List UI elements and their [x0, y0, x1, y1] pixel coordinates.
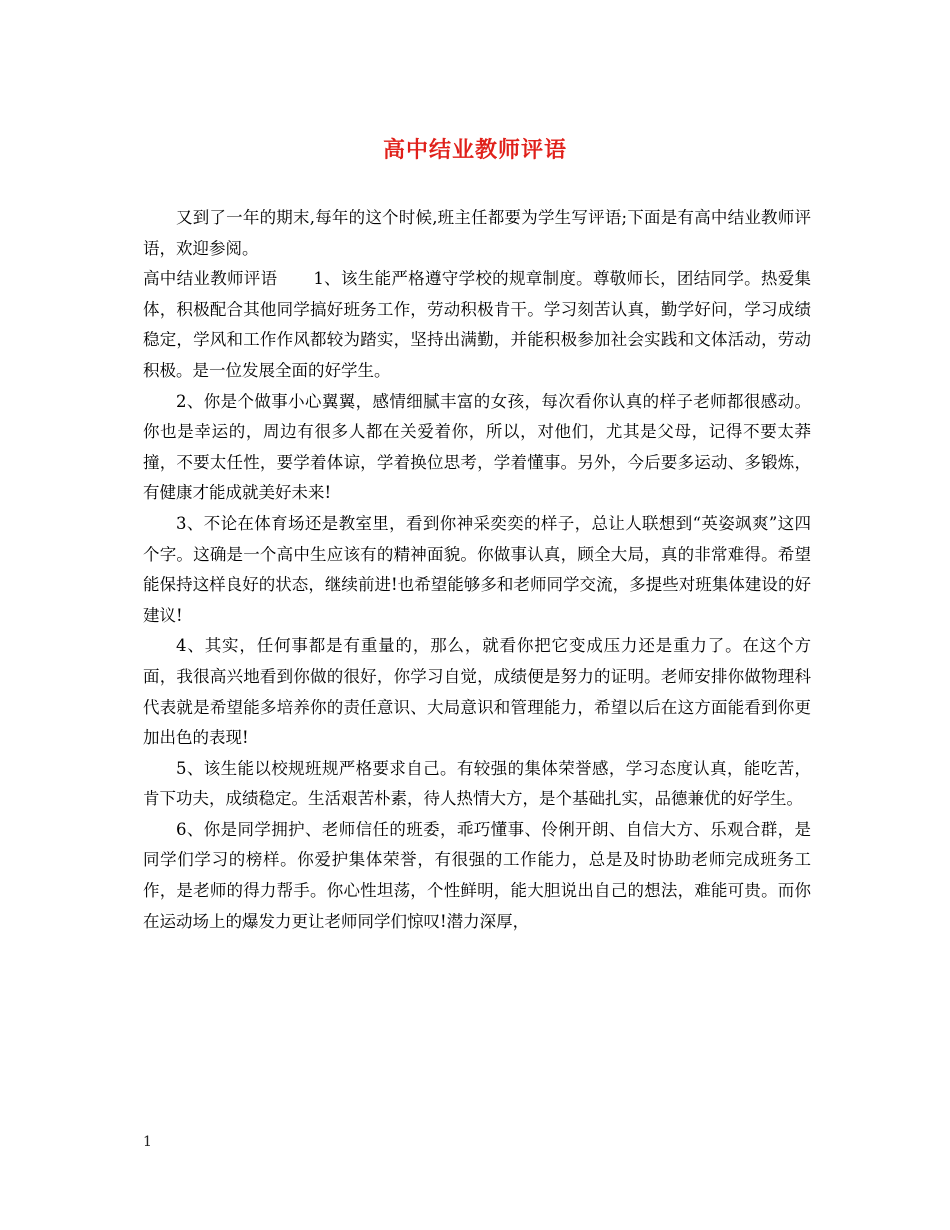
paragraph-5: 5、该生能以校规班规严格要求自己。有较强的集体荣誉感，学习态度认真，能吃苦，肯下功夫，成绩稳定。生活艰苦朴素，待人热情大方，是个基础扎实，品德兼优的好学生。 [143, 758, 811, 809]
page-title: 高中结业教师评语 [382, 138, 567, 163]
page-number: 1 [143, 1134, 152, 1150]
paragraph-4: 4、其实，任何事都是有重量的，那么，就看你把它变成压力还是重力了。在这个方面，我很高兴地看到你做的很好，你学习自觉，成绩便是努力的证明。老师安排你做物理科代表就是希望能多培养你的责任意识、大局意识和管理能力，希望以后在这方面能看到你更加出色的表现! [143, 636, 811, 748]
paragraph-1 [143, 264, 811, 386]
paragraph-2: 2、你是个做事小心翼翼，感情细腻丰富的女孩，每次看你认真的样子老师都很感动。你也是幸运的，周边有很多人都在关爱着你，所以，对他们，尤其是父母，记得不要太莽撞，不要太任性，要学着体谅，学着换位思考，学着懂事。另外，今后要多运动、多锻炼，有健康才能成就美好未来! [143, 391, 811, 503]
intro-paragraph: 又到了一年的期末,每年的这个时候,班主任都要为学生写评语;下面是有高中结业教师评语，欢迎参阅。 [143, 208, 811, 258]
paragraph-3: 3、不论在体育场还是教室里，看到你神采奕奕的样子，总让人联想到“英姿飒爽”这四个字。这确是一个高中生应该有的精神面貌。你做事认真，顾全大局，真的非常难得。希望能保持这样良好的状态，继续前进!也希望能够多和老师同学交流，多提些对班集体建设的好建议! [143, 513, 811, 625]
paragraph-6: 6、你是同学拥护、老师信任的班委，乖巧懂事、伶俐开朗、自信大方、乐观合群，是同学们学习的榜样。你爱护集体荣誉，有很强的工作能力，总是及时协助老师完成班务工作，是老师的得力帮手。你心性坦荡，个性鲜明，能大胆说出自己的想法，难能可贵。而你在运动场上的爆发力更让老师同学们惊叹!潜力深厚， [143, 819, 811, 931]
document-body [143, 203, 811, 937]
section-label: 高中结业教师评语 [143, 269, 278, 289]
paragraph-1-text: 1、该生能严格遵守学校的规章制度。尊敬师长，团结同学。热爱集体，积极配合其他同学搞好班务工作，劳动积极肯干。学习刻苦认真，勤学好问，学习成绩稳定，学风和工作作风都较为踏实，坚持出满勤，并能积极参加社会实践和文体活动，劳动积极。是一位发展全面的好学生。 [143, 269, 812, 380]
